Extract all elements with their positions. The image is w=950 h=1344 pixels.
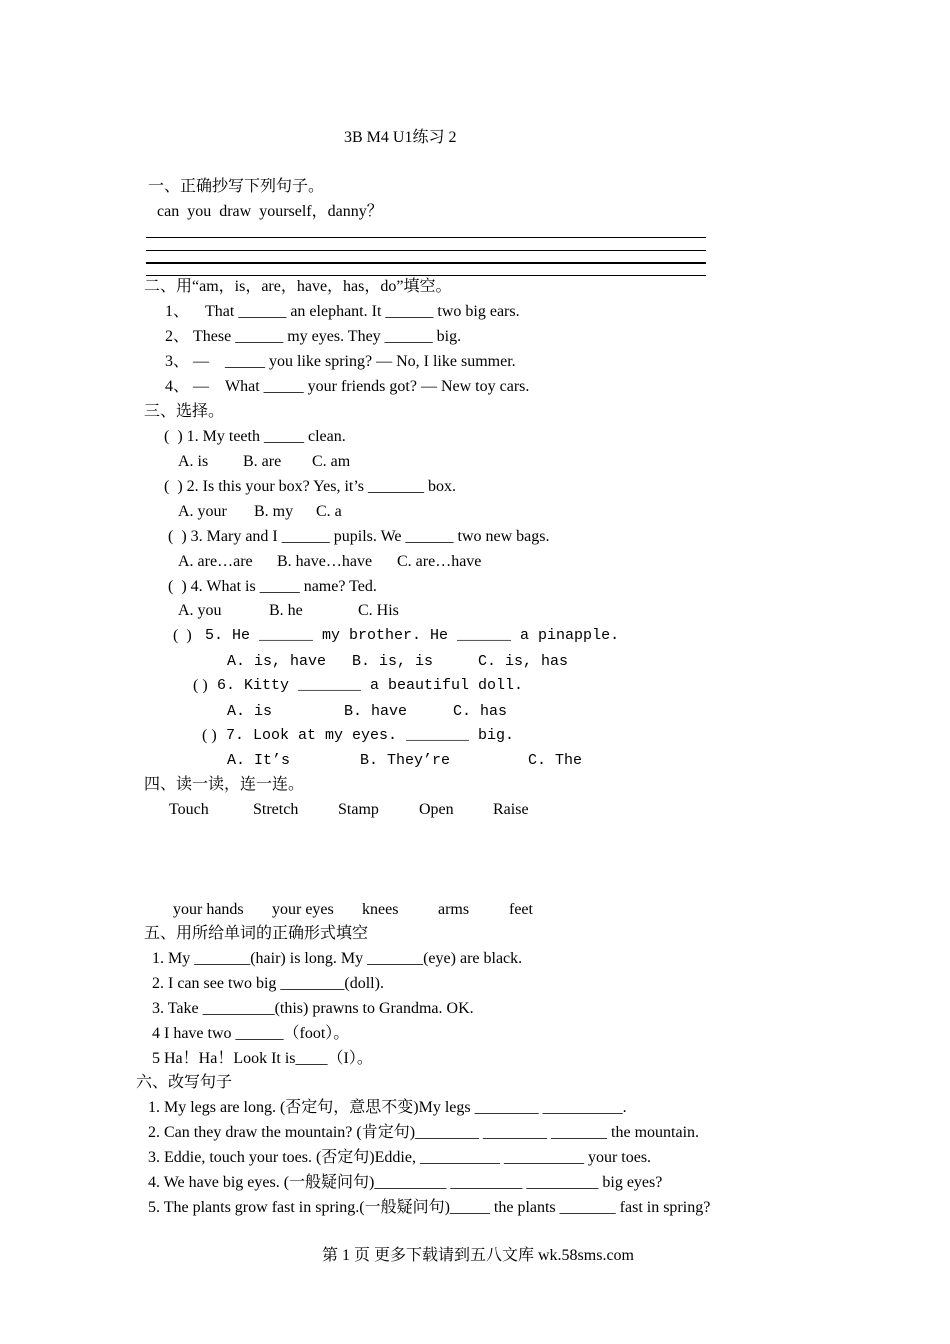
q6-bracket: ( ) bbox=[193, 677, 208, 694]
match-top-open: Open bbox=[419, 801, 454, 818]
match-bottom-feet: feet bbox=[509, 901, 533, 918]
section-3-heading: 三、选择。 bbox=[144, 403, 225, 420]
section-4-heading: 四、读一读，连一连。 bbox=[144, 776, 305, 793]
choice-q7: 7. Look at my eyes. _______ big. bbox=[226, 727, 515, 744]
fill-item-2: 2、 These ______ my eyes. They ______ big. bbox=[165, 328, 462, 345]
q4-option-a: A. you bbox=[178, 602, 222, 619]
form-item-5: 5 Ha！Ha！Look It is____（I）。 bbox=[152, 1050, 373, 1067]
q1-option-a: A. is bbox=[178, 453, 209, 470]
fill-item-3: 3、 — _____ you like spring? — No, I like summer. bbox=[165, 353, 516, 370]
q7-option-a: A. It’s bbox=[227, 752, 291, 769]
choice-q4: ( ) 4. What is _____ name? Ted. bbox=[168, 578, 377, 595]
match-bottom-hands: your hands bbox=[173, 901, 244, 918]
writing-line-2 bbox=[146, 250, 706, 251]
q1-option-c: C. am bbox=[312, 453, 351, 470]
q3-option-c: C. are…have bbox=[397, 553, 482, 570]
q6-option-c: C. has bbox=[453, 703, 508, 720]
q2-option-a: A. your bbox=[178, 503, 227, 520]
q2-option-c: C. a bbox=[316, 503, 342, 520]
rewrite-item-2: 2. Can they draw the mountain? (肯定句)________ ________ _______ the mountain. bbox=[148, 1124, 700, 1141]
copy-sentence: can you draw yourself，danny？ bbox=[157, 203, 383, 220]
match-top-stamp: Stamp bbox=[338, 801, 379, 818]
rewrite-item-4: 4. We have big eyes. (一般疑问句)_________ _________ _________ big eyes? bbox=[148, 1174, 663, 1191]
match-top-touch: Touch bbox=[169, 801, 209, 818]
section-6-heading: 六、改写句子 bbox=[136, 1074, 233, 1091]
fill-item-1: 1、 That ______ an elephant. It ______ two big ears. bbox=[165, 303, 520, 320]
match-top-raise: Raise bbox=[493, 801, 529, 818]
match-top-stretch: Stretch bbox=[253, 801, 299, 818]
choice-q2: ( ) 2. Is this your box? Yes, it’s _______ box. bbox=[164, 478, 457, 495]
q7-bracket: ( ) bbox=[202, 727, 217, 744]
choice-q1: ( ) 1. My teeth _____ clean. bbox=[164, 428, 346, 445]
writing-line-4 bbox=[146, 275, 706, 276]
q7-option-b: B. They’re bbox=[360, 752, 451, 769]
choice-q5: 5. He ______ my brother. He ______ a pinapple. bbox=[205, 627, 620, 644]
rewrite-item-3: 3. Eddie, touch your toes. (否定句)Eddie, __________ __________ your toes. bbox=[148, 1149, 652, 1166]
writing-line-1 bbox=[146, 237, 706, 238]
form-item-4: 4 I have two ______（foot）。 bbox=[152, 1025, 350, 1042]
q5-option-b: B. is, is bbox=[352, 653, 434, 670]
page-title: 3B M4 U1练习 2 bbox=[344, 129, 457, 146]
form-item-1: 1. My _______(hair) is long. My _______(eye) are black. bbox=[152, 950, 523, 967]
q3-option-a: A. are…are bbox=[178, 553, 253, 570]
section-5-heading: 五、用所给单词的正确形式填空 bbox=[144, 925, 369, 942]
section-1-heading: 一、正确抄写下列句子。 bbox=[148, 178, 325, 195]
form-item-2: 2. I can see two big ________(doll). bbox=[152, 975, 384, 992]
q5-option-a: A. is, have bbox=[227, 653, 327, 670]
writing-line-3 bbox=[146, 262, 706, 264]
q2-option-b: B. my bbox=[254, 503, 294, 520]
q6-option-b: B. have bbox=[344, 703, 408, 720]
q6-option-a: A. is bbox=[227, 703, 273, 720]
q1-option-b: B. are bbox=[243, 453, 282, 470]
match-bottom-knees: knees bbox=[362, 901, 399, 918]
choice-q3: ( ) 3. Mary and I ______ pupils. We ______ two new bags. bbox=[168, 528, 550, 545]
match-bottom-eyes: your eyes bbox=[272, 901, 334, 918]
q5-bracket: ( ) bbox=[173, 627, 192, 644]
rewrite-item-5: 5. The plants grow fast in spring.(一般疑问句)_____ the plants _______ fast in spring? bbox=[148, 1199, 711, 1216]
fill-item-4: 4、 — What _____ your friends got? — New toy cars. bbox=[165, 378, 530, 395]
section-2-heading: 二、用“am，is，are，have，has，do”填空。 bbox=[144, 278, 452, 295]
q4-option-b: B. he bbox=[269, 602, 303, 619]
q7-option-c: C. The bbox=[528, 752, 583, 769]
rewrite-item-1: 1. My legs are long. (否定句，意思不变)My legs ________ __________. bbox=[148, 1099, 627, 1116]
q4-option-c: C. His bbox=[358, 602, 399, 619]
form-item-3: 3. Take _________(this) prawns to Grandma. OK. bbox=[152, 1000, 474, 1017]
q5-option-c: C. is, has bbox=[478, 653, 569, 670]
page-footer: 第 1 页 更多下载请到五八文库 wk.58sms.com bbox=[322, 1247, 635, 1264]
q3-option-b: B. have…have bbox=[277, 553, 373, 570]
choice-q6: 6. Kitty _______ a beautiful doll. bbox=[217, 677, 524, 694]
match-bottom-arms: arms bbox=[438, 901, 470, 918]
